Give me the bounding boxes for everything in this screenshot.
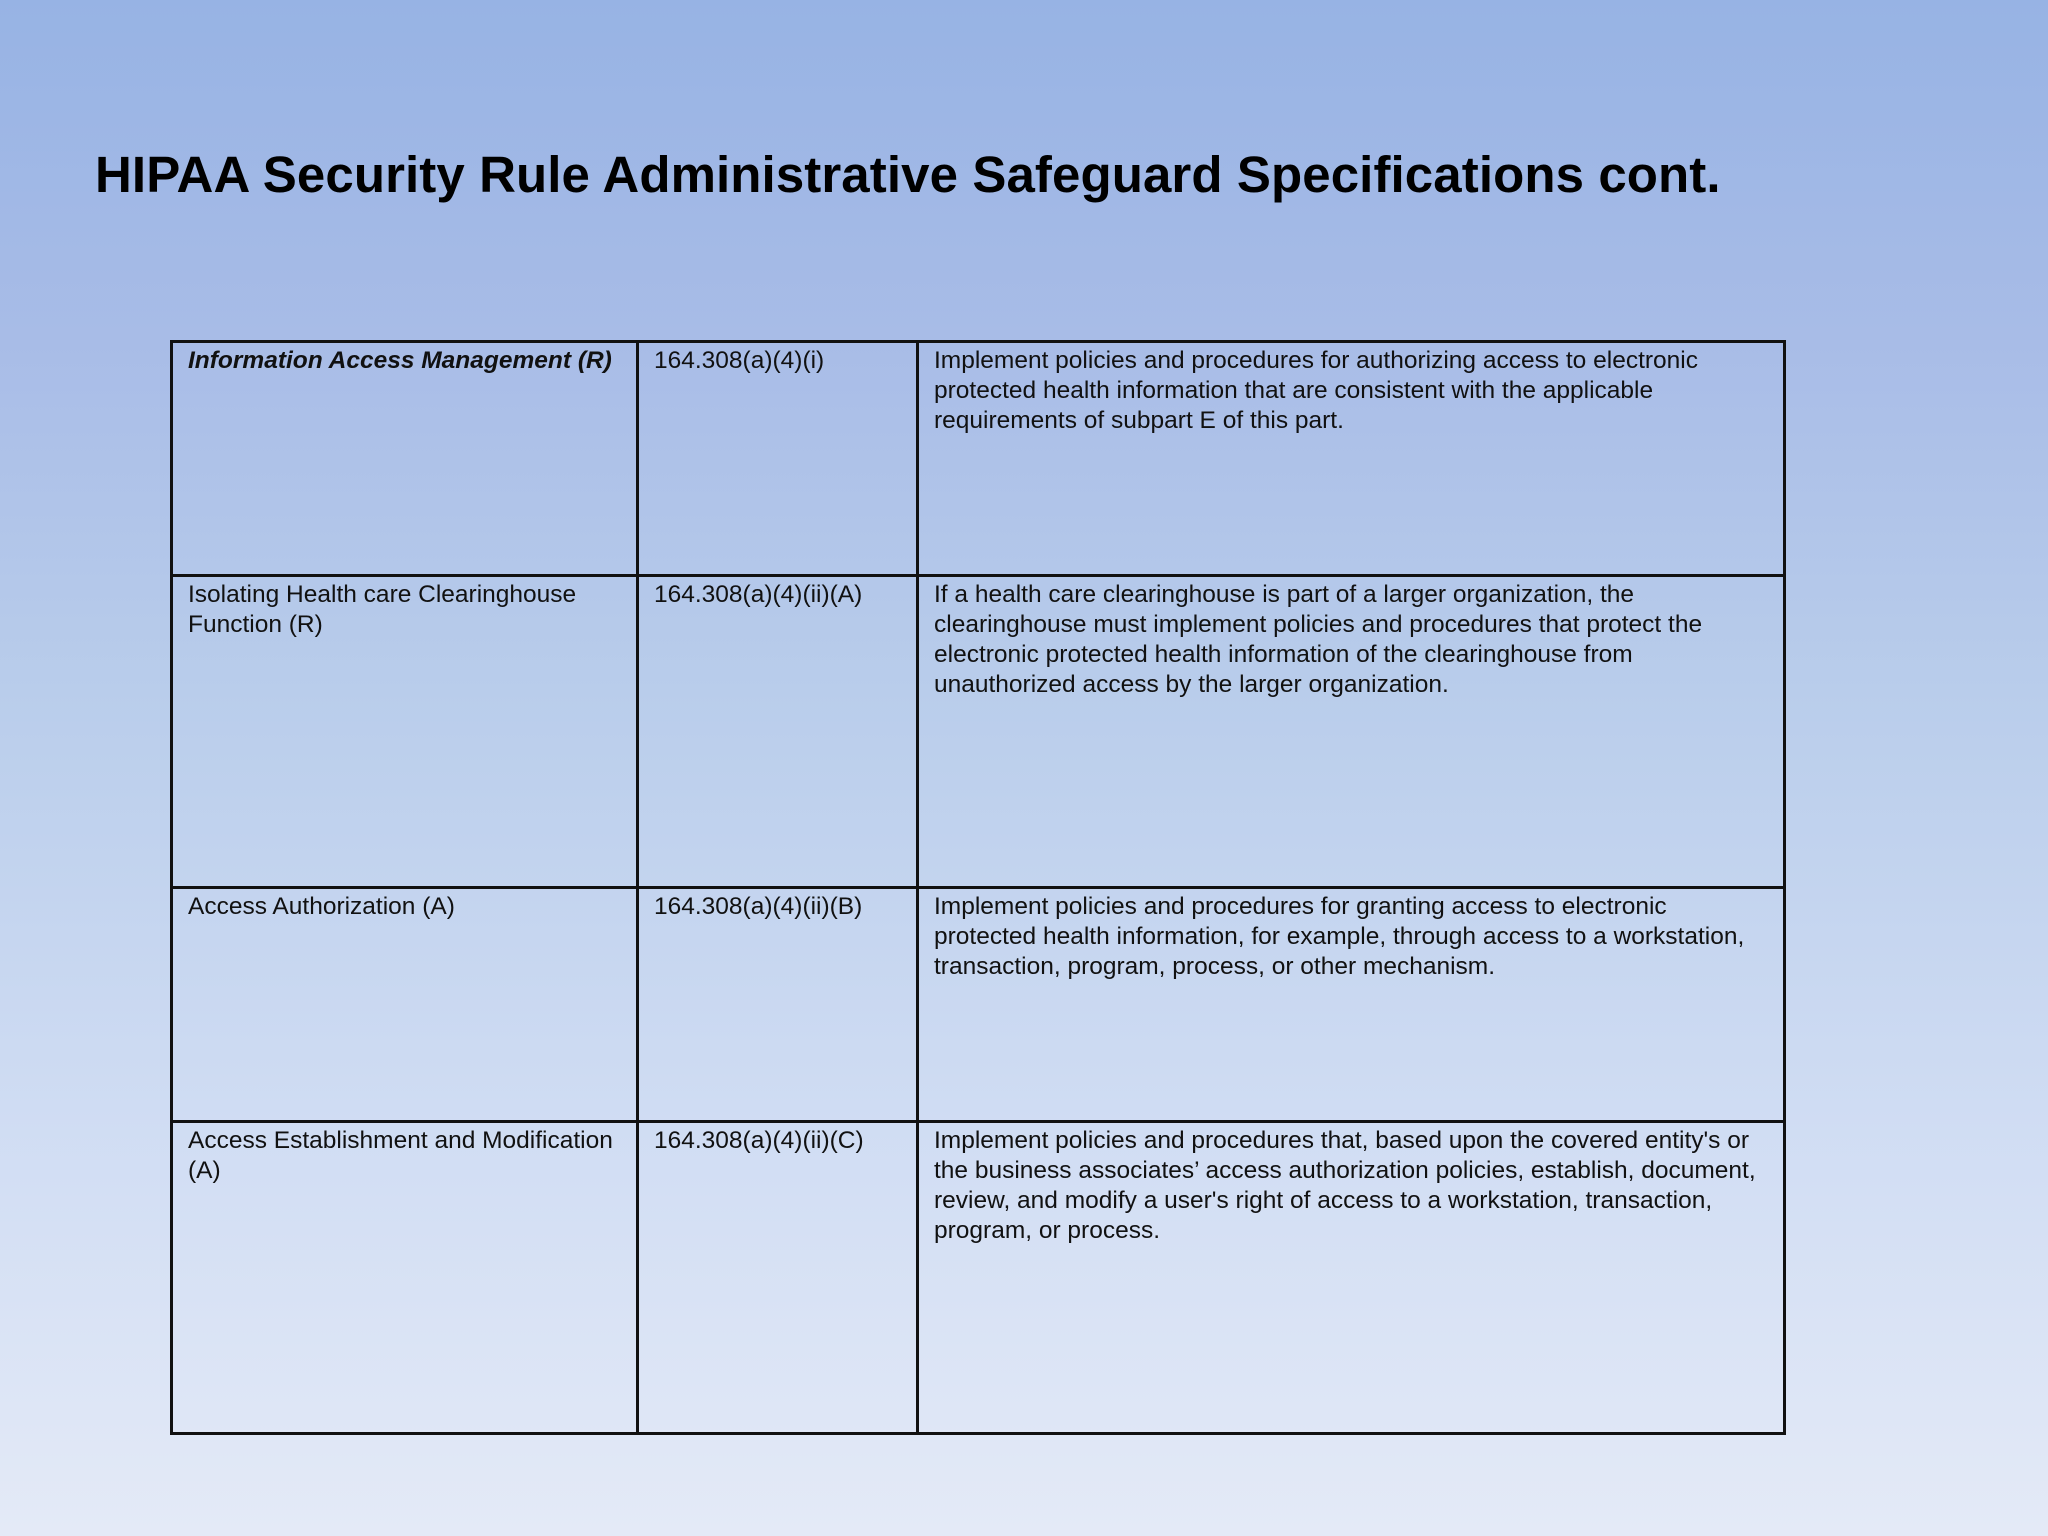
- specification-name: Isolating Health care Clearinghouse Function (R): [172, 576, 638, 888]
- regulation-citation: 164.308(a)(4)(ii)(B): [638, 888, 918, 1122]
- specification-name: Access Authorization (A): [172, 888, 638, 1122]
- specification-description: Implement policies and procedures for granting access to electronic protected health information, for example, through access to a workstation, transaction, program, process, or other mechanism.: [918, 888, 1785, 1122]
- regulation-citation: 164.308(a)(4)(ii)(C): [638, 1122, 918, 1434]
- table-row: [172, 1122, 1785, 1434]
- specification-description: Implement policies and procedures that, based upon the covered entity's or the business associates’ access authorization policies, establish, document, review, and modify a user's right of access to a workstation, transaction, program, or process.: [918, 1122, 1785, 1434]
- specification-description: If a health care clearinghouse is part of a larger organization, the clearinghouse must implement policies and procedures that protect the electronic protected health information of the clearinghouse from unauthorized access by the larger organization.: [918, 576, 1785, 888]
- specification-description: Implement policies and procedures for authorizing access to electronic protected health information that are consistent with the applicable requirements of subpart E of this part.: [918, 342, 1785, 576]
- specification-name: Information Access Management (R): [172, 342, 638, 576]
- specification-name: Access Establishment and Modification (A): [172, 1122, 638, 1434]
- table-row: [172, 576, 1785, 888]
- regulation-citation: 164.308(a)(4)(i): [638, 342, 918, 576]
- table-row: [172, 342, 1785, 576]
- table-row: [172, 888, 1785, 1122]
- slide-title: HIPAA Security Rule Administrative Safeguard Specifications cont.: [95, 146, 1721, 203]
- safeguard-specifications-table: [170, 340, 1786, 1435]
- regulation-citation: 164.308(a)(4)(ii)(A): [638, 576, 918, 888]
